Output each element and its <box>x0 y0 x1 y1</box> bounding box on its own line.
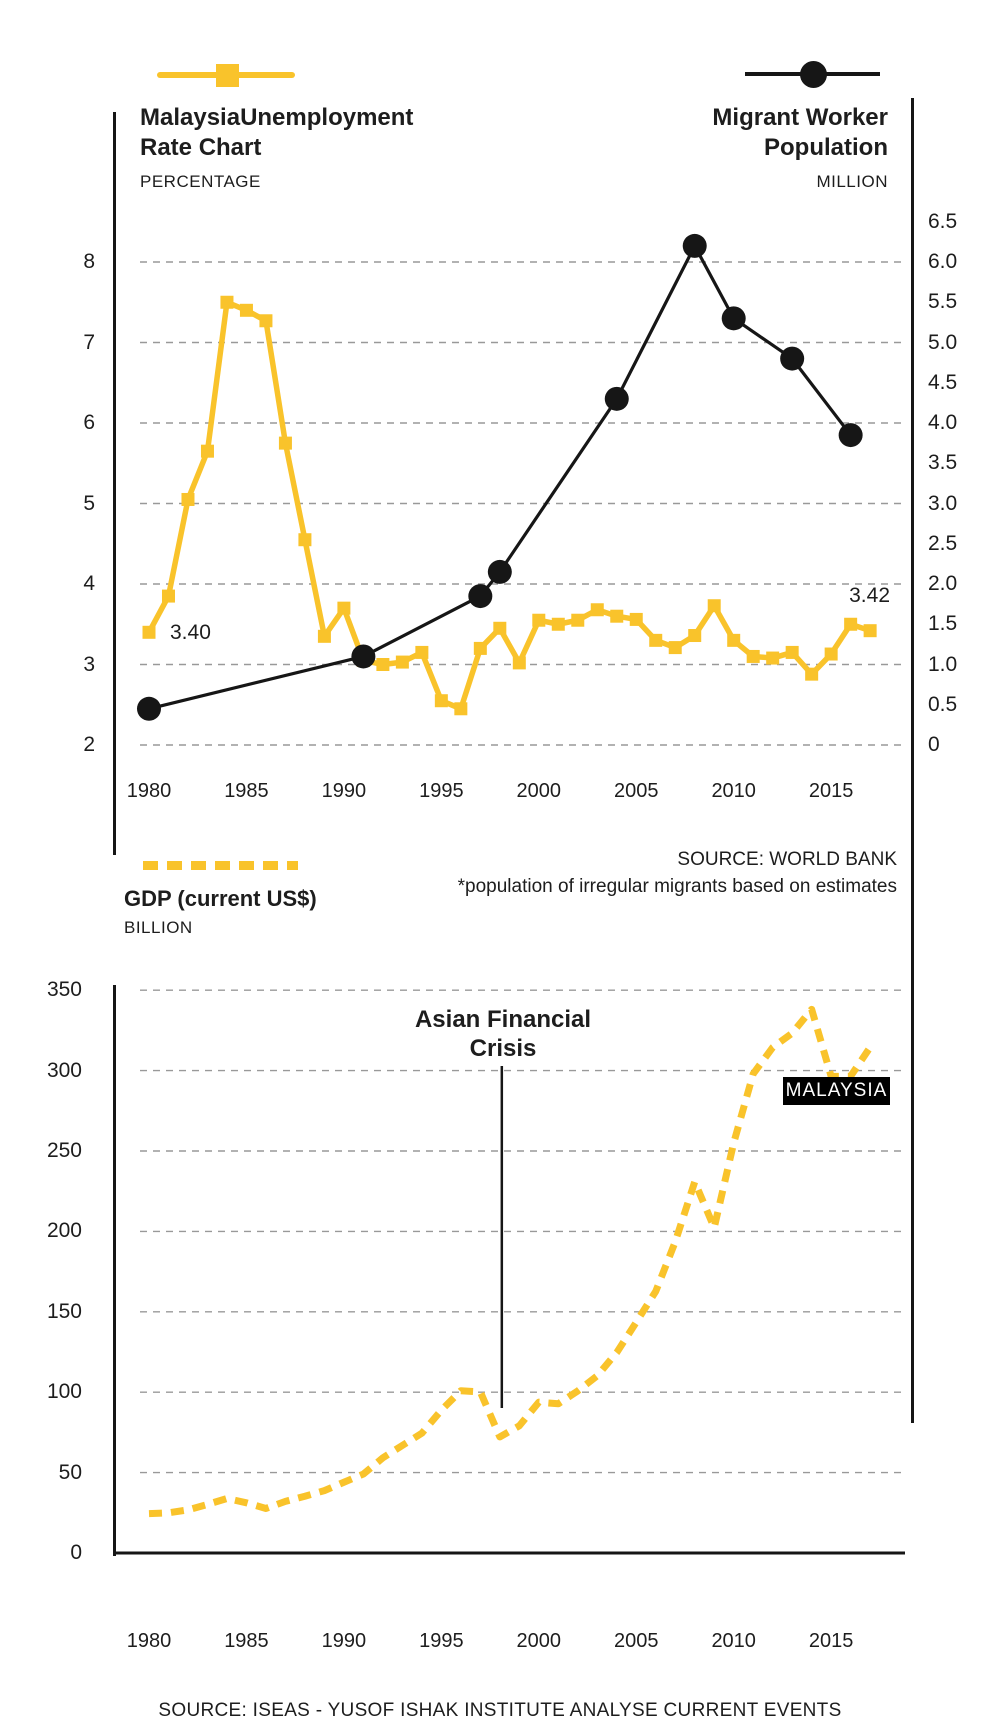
unemployment-marker <box>513 656 526 669</box>
top-left-axis-tick: 7 <box>83 330 95 354</box>
gdp-y-axis-tick: 200 <box>46 1219 82 1243</box>
top-right-axis-tick: 3.5 <box>928 451 958 475</box>
last-point-value-label: 3.42 <box>849 584 890 607</box>
top-x-axis-year: 1995 <box>419 780 464 802</box>
migrant-marker <box>839 423 863 447</box>
crisis-annotation-line1: Asian Financial <box>414 1006 592 1033</box>
top-right-axis-tick: 6.0 <box>928 250 958 273</box>
source-world-bank: SOURCE: WORLD BANK <box>677 849 897 870</box>
unemployment-marker <box>630 613 643 626</box>
unemployment-marker <box>220 296 233 309</box>
malaysia-country-tag: MALAYSIA <box>783 1077 890 1105</box>
migrant-marker <box>137 697 161 721</box>
unemployment-marker <box>552 618 565 631</box>
top-chart-left-border <box>113 112 116 855</box>
unemployment-marker <box>844 618 857 631</box>
top-right-axis-tick: 4.0 <box>928 411 958 434</box>
gdp-x-axis-year: 2005 <box>614 1630 659 1652</box>
top-x-axis-year: 2010 <box>711 780 756 802</box>
top-x-axis-year: 2005 <box>614 780 659 802</box>
top-right-axis-tick: 1.0 <box>928 652 958 676</box>
unemployment-marker <box>396 656 409 669</box>
gdp-y-axis-tick: 100 <box>46 1380 82 1404</box>
unemployment-marker <box>143 626 156 639</box>
migrant-marker <box>780 347 804 371</box>
top-left-axis-tick: 8 <box>83 250 95 273</box>
unemployment-marker <box>727 634 740 647</box>
migrant-marker <box>488 560 512 584</box>
gdp-y-axis-tick: 0 <box>70 1541 82 1564</box>
gdp-line <box>149 1009 870 1513</box>
top-left-axis-tick: 2 <box>83 733 95 756</box>
unemployment-marker <box>591 603 604 616</box>
unemployment-marker <box>649 634 662 647</box>
top-right-axis-tick: 4.5 <box>928 370 958 394</box>
top-x-axis-year: 2000 <box>516 780 562 802</box>
gdp-x-axis-year: 1980 <box>126 1630 172 1652</box>
unemployment-marker <box>435 694 448 707</box>
unemployment-chart-title <box>140 103 413 163</box>
unemployment-marker <box>708 599 721 612</box>
unemployment-marker <box>786 646 799 659</box>
source-iseas: SOURCE: ISEAS - YUSOF ISHAK INSTITUTE ANALYSE CURRENT EVENTS <box>158 1700 842 1721</box>
unemployment-marker <box>474 642 487 655</box>
top-right-axis-tick: 0.5 <box>928 692 958 716</box>
top-left-axis-tick: 5 <box>83 491 95 515</box>
gdp-x-axis-year: 2010 <box>711 1630 756 1652</box>
unemployment-marker <box>805 668 818 681</box>
gdp-y-axis-tick: 300 <box>46 1058 82 1082</box>
unemployment-marker <box>181 493 194 506</box>
irregular-migrants-footnote: *population of irregular migrants based on estimates <box>457 876 897 897</box>
unemployment-marker <box>864 624 877 637</box>
gdp-chart-title: GDP (current US$) <box>124 886 317 911</box>
unemployment-marker <box>493 622 506 635</box>
unemployment-marker <box>201 445 214 458</box>
top-x-axis-year: 1990 <box>321 780 367 802</box>
migrant-marker <box>683 234 707 258</box>
unemployment-marker <box>259 314 272 327</box>
unemployment-marker <box>747 650 760 663</box>
top-x-axis-year: 1980 <box>126 780 172 802</box>
migrant-title-line2: Population <box>764 134 888 161</box>
unemployment-marker <box>571 614 584 627</box>
migrant-legend-circle-marker <box>800 61 827 88</box>
gdp-x-axis-year: 1985 <box>224 1630 269 1652</box>
unemployment-marker <box>337 602 350 615</box>
top-right-axis-tick: 2.0 <box>928 572 958 595</box>
migrant-marker <box>722 306 746 330</box>
unemployment-line <box>149 302 870 709</box>
top-right-axis-tick: 3.0 <box>928 491 958 515</box>
gdp-y-axis-tick: 50 <box>58 1460 82 1484</box>
unemployment-marker <box>610 610 623 623</box>
gdp-x-axis-year: 1995 <box>419 1630 464 1652</box>
migrant-marker <box>468 584 492 608</box>
gdp-axis-unit-label: BILLION <box>124 918 193 937</box>
migrant-marker <box>351 644 375 668</box>
unemployment-marker <box>279 437 292 450</box>
gdp-x-axis-year: 2000 <box>516 1630 562 1652</box>
gdp-y-axis-tick: 250 <box>46 1139 82 1162</box>
migrant-title-line1: Migrant Worker <box>712 104 888 131</box>
top-right-axis-tick: 6.5 <box>928 209 958 233</box>
unemployment-marker <box>376 658 389 671</box>
gdp-x-axis-year: 1990 <box>321 1630 367 1652</box>
unemployment-marker <box>162 590 175 603</box>
unemployment-title-line1: MalaysiaUnemployment <box>140 104 414 131</box>
top-x-axis-year: 2015 <box>808 780 854 802</box>
unemployment-marker <box>318 630 331 643</box>
gdp-legend-dashed-line <box>143 861 298 870</box>
right-axis-unit-label: MILLION <box>816 172 888 191</box>
gdp-chart-left-axis <box>113 985 116 1556</box>
first-point-value-label: 3.40 <box>170 621 211 644</box>
unemployment-marker <box>688 629 701 642</box>
unemployment-marker <box>298 533 311 546</box>
left-axis-unit-label: PERCENTAGE <box>140 172 261 191</box>
top-right-axis-tick: 5.0 <box>928 330 958 354</box>
migrant-chart-title <box>588 103 888 163</box>
unemployment-legend-square-marker <box>216 64 239 87</box>
top-left-axis-tick: 4 <box>83 572 95 595</box>
unemployment-marker <box>766 652 779 665</box>
top-x-axis-year: 1985 <box>224 780 269 802</box>
unemployment-marker <box>825 648 838 661</box>
top-left-axis-tick: 6 <box>83 411 95 434</box>
top-right-axis-tick: 5.5 <box>928 290 958 314</box>
crisis-annotation-line2: Crisis <box>469 1035 537 1062</box>
unemployment-title-line2: Rate Chart <box>140 134 262 161</box>
unemployment-marker <box>415 646 428 659</box>
unemployment-marker <box>454 702 467 715</box>
unemployment-marker <box>240 304 253 317</box>
top-right-axis-tick: 0 <box>928 733 940 756</box>
asian-financial-crisis-annotation <box>383 1005 623 1063</box>
gdp-y-axis-tick: 150 <box>46 1299 82 1323</box>
right-border <box>911 98 914 1423</box>
top-right-axis-tick: 2.5 <box>928 531 958 555</box>
unemployment-marker <box>532 614 545 627</box>
top-left-axis-tick: 3 <box>83 652 95 676</box>
unemployment-marker <box>669 641 682 654</box>
top-right-axis-tick: 1.5 <box>928 612 958 636</box>
migrant-marker <box>605 387 629 411</box>
gdp-y-axis-tick: 350 <box>46 978 82 1002</box>
gdp-x-axis-year: 2015 <box>808 1630 854 1652</box>
